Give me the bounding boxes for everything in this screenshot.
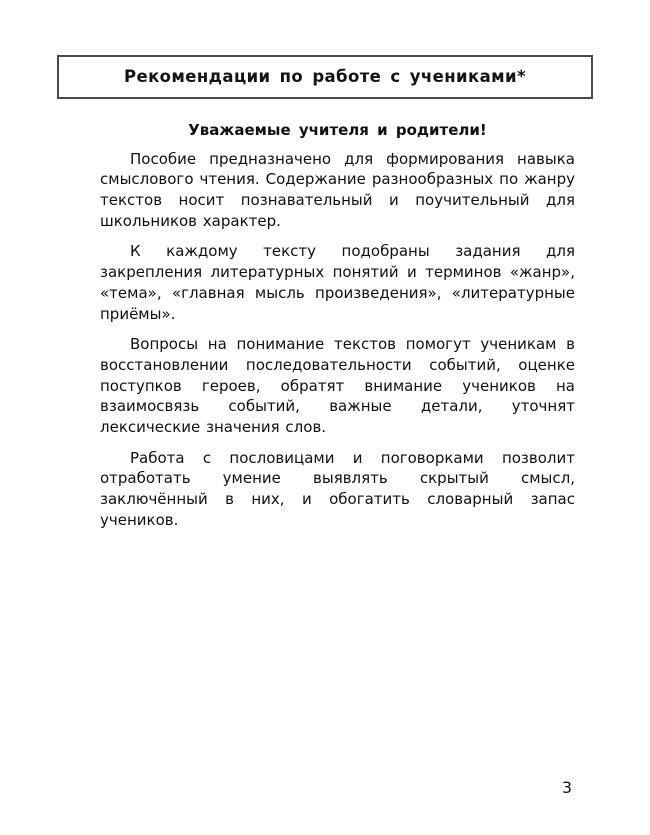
section-header-box <box>57 55 593 99</box>
paragraph: Вопросы на понимание текстов помогут ученикам в восстановлении последовательности событий, оценке поступков героев, обратят внимание учеников на взаимосвязь событий, важные детали, уточнят лексические значения слов. <box>100 335 575 436</box>
paragraph: К каждому тексту подобраны задания для закрепления литературных понятий и терминов «жанр», «тема», «главная мысль произведения», «литературные приёмы». <box>100 242 575 323</box>
page-content <box>100 120 575 530</box>
paragraph: Пособие предназначено для формирования навыка смыслового чтения. Содержание разнообразных по жанру текстов носит познавательный и поучительный для школьников характер. <box>100 149 575 230</box>
page-title: Рекомендации по работе с учениками* <box>123 67 526 86</box>
page-number: 3 <box>561 778 572 797</box>
paragraph: Работа с пословицами и поговорками позволит отработать умение выявлять скрытый смысл, заключённый в них, и обогатить словарный запас учеников. <box>100 448 575 529</box>
subheading: Уважаемые учителя и родители! <box>188 121 487 139</box>
